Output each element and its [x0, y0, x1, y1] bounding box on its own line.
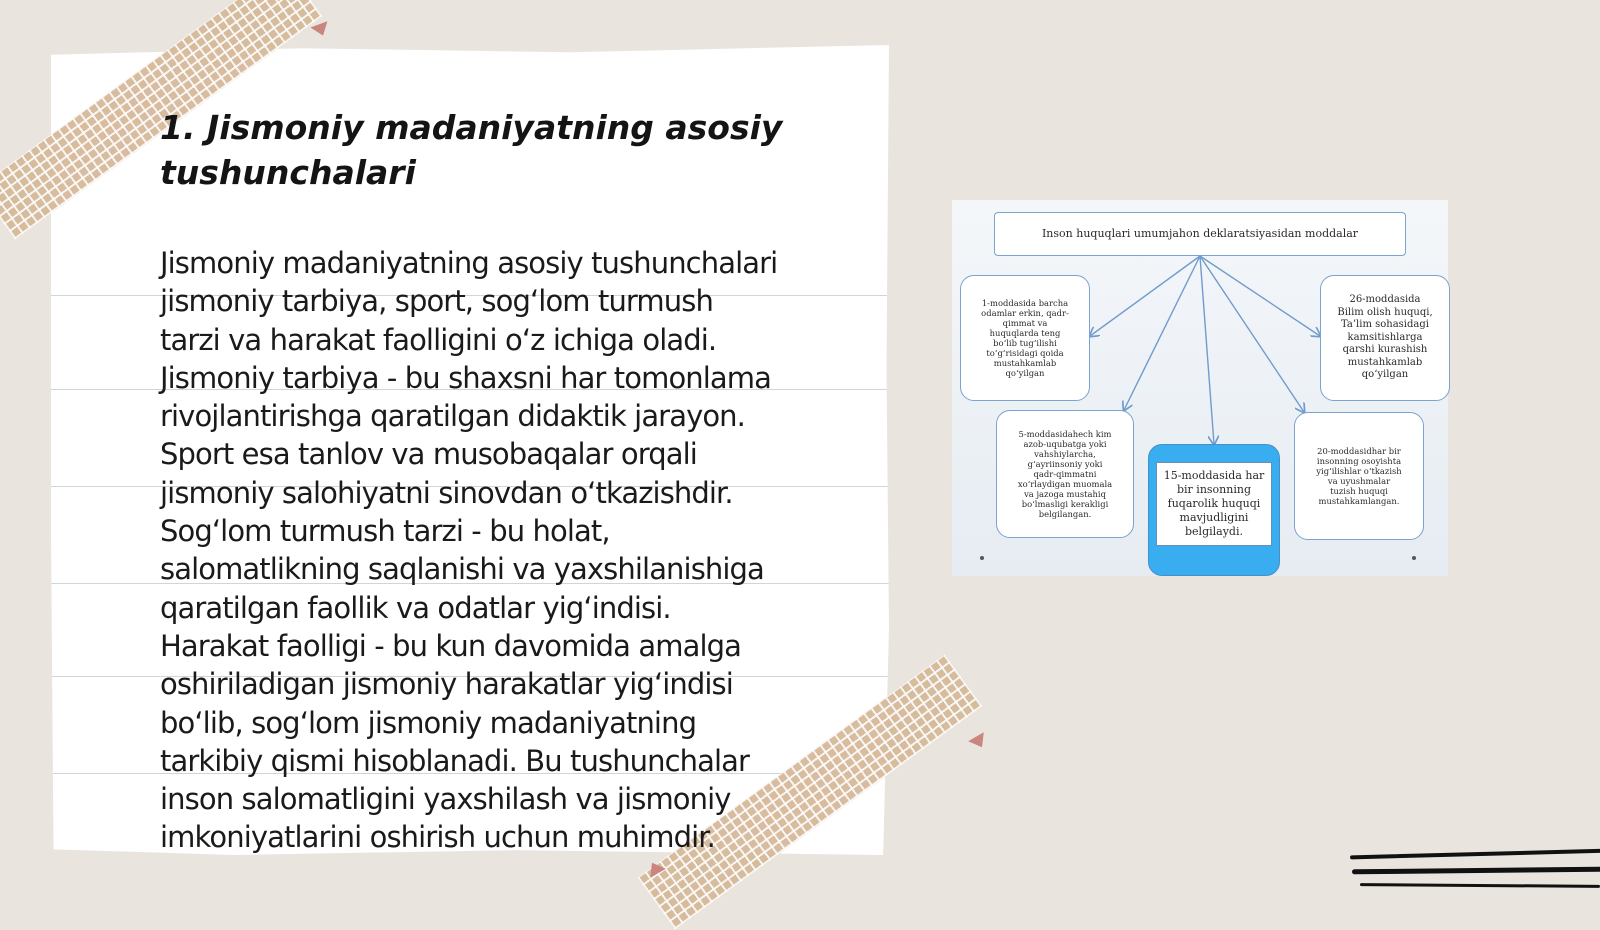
diagram-header: Inson huquqlari umumjahon deklaratsiyasidan moddalar [994, 212, 1406, 256]
slide-title: 1. Jismoniy madaniyatning asosiy tushunchalari [160, 108, 783, 192]
brush-stroke [1350, 849, 1600, 860]
slide-body-text: Jismoniy madaniyatning asosiy tushunchalari jismoniy tarbiya, sport, sog‘lom turmush tarzi va harakat faolligini o‘z ichiga oladi. Jismoniy tarbiya - bu shaxsni har tomonlama rivojlantirishga qaratilgan didaktik jarayon. Sport esa tanlov va musobaqalar orqali jismoniy salohiyatni sinovdan o‘tkazishdir. Sog‘lom turmush tarzi - bu holat, salomatlikning saqlanishi va yaxshilanishiga qaratilgan faollik va odatlar yig‘indisi. Harakat faolligi - bu kun davomida amalga oshiriladigan jismoniy harakatlar yig‘indisi bo‘lib, sog‘lom jismoniy madaniyatning tarkibiy qismi hisoblanadi. Bu tushunchalar inson salomatligini yaxshilash va jismoniy imkoniyatlarini oshirish uchun muhimdir. [160, 246, 778, 855]
article-26-box: 26-moddasida Bilim olish huquqi, Ta’lim sohasidagi kamsitishlarga qarshi kurashish mustahkamlab qo‘yilgan [1320, 275, 1450, 401]
article-15-box: 15-moddasida har bir insonning fuqarolik huquqi mavjudligini belgilaydi. [1156, 462, 1272, 546]
tape-tip [968, 732, 990, 751]
article-5-box: 5-moddasidahech kim azob-uqubatga yoki vahshiylarcha, g‘ayriinsoniy yoki qadr-qimmatni xo‘rlaydigan muomala va jazoga mustahiq bo‘lmasligi kerakligi belgilangan. [996, 410, 1134, 538]
article-20-box: 20-moddasidhar bir insonning osoyishta yig‘ilishlar o‘tkazish va uyushmalar tuzish huquqi mustahkamlangan. [1294, 412, 1424, 540]
tape-tip [310, 21, 331, 38]
brush-stroke [1360, 883, 1600, 888]
rights-diagram [952, 200, 1448, 576]
article-1-box: 1-moddasida barcha odamlar erkin, qadr- qimmat va huquqlarda teng bo‘lib tug‘ilishi to‘g‘risidagi qoida mustahkamlab qo‘yilgan [960, 275, 1090, 401]
article-15-highlight [1148, 444, 1280, 576]
brush-stroke [1352, 867, 1600, 875]
